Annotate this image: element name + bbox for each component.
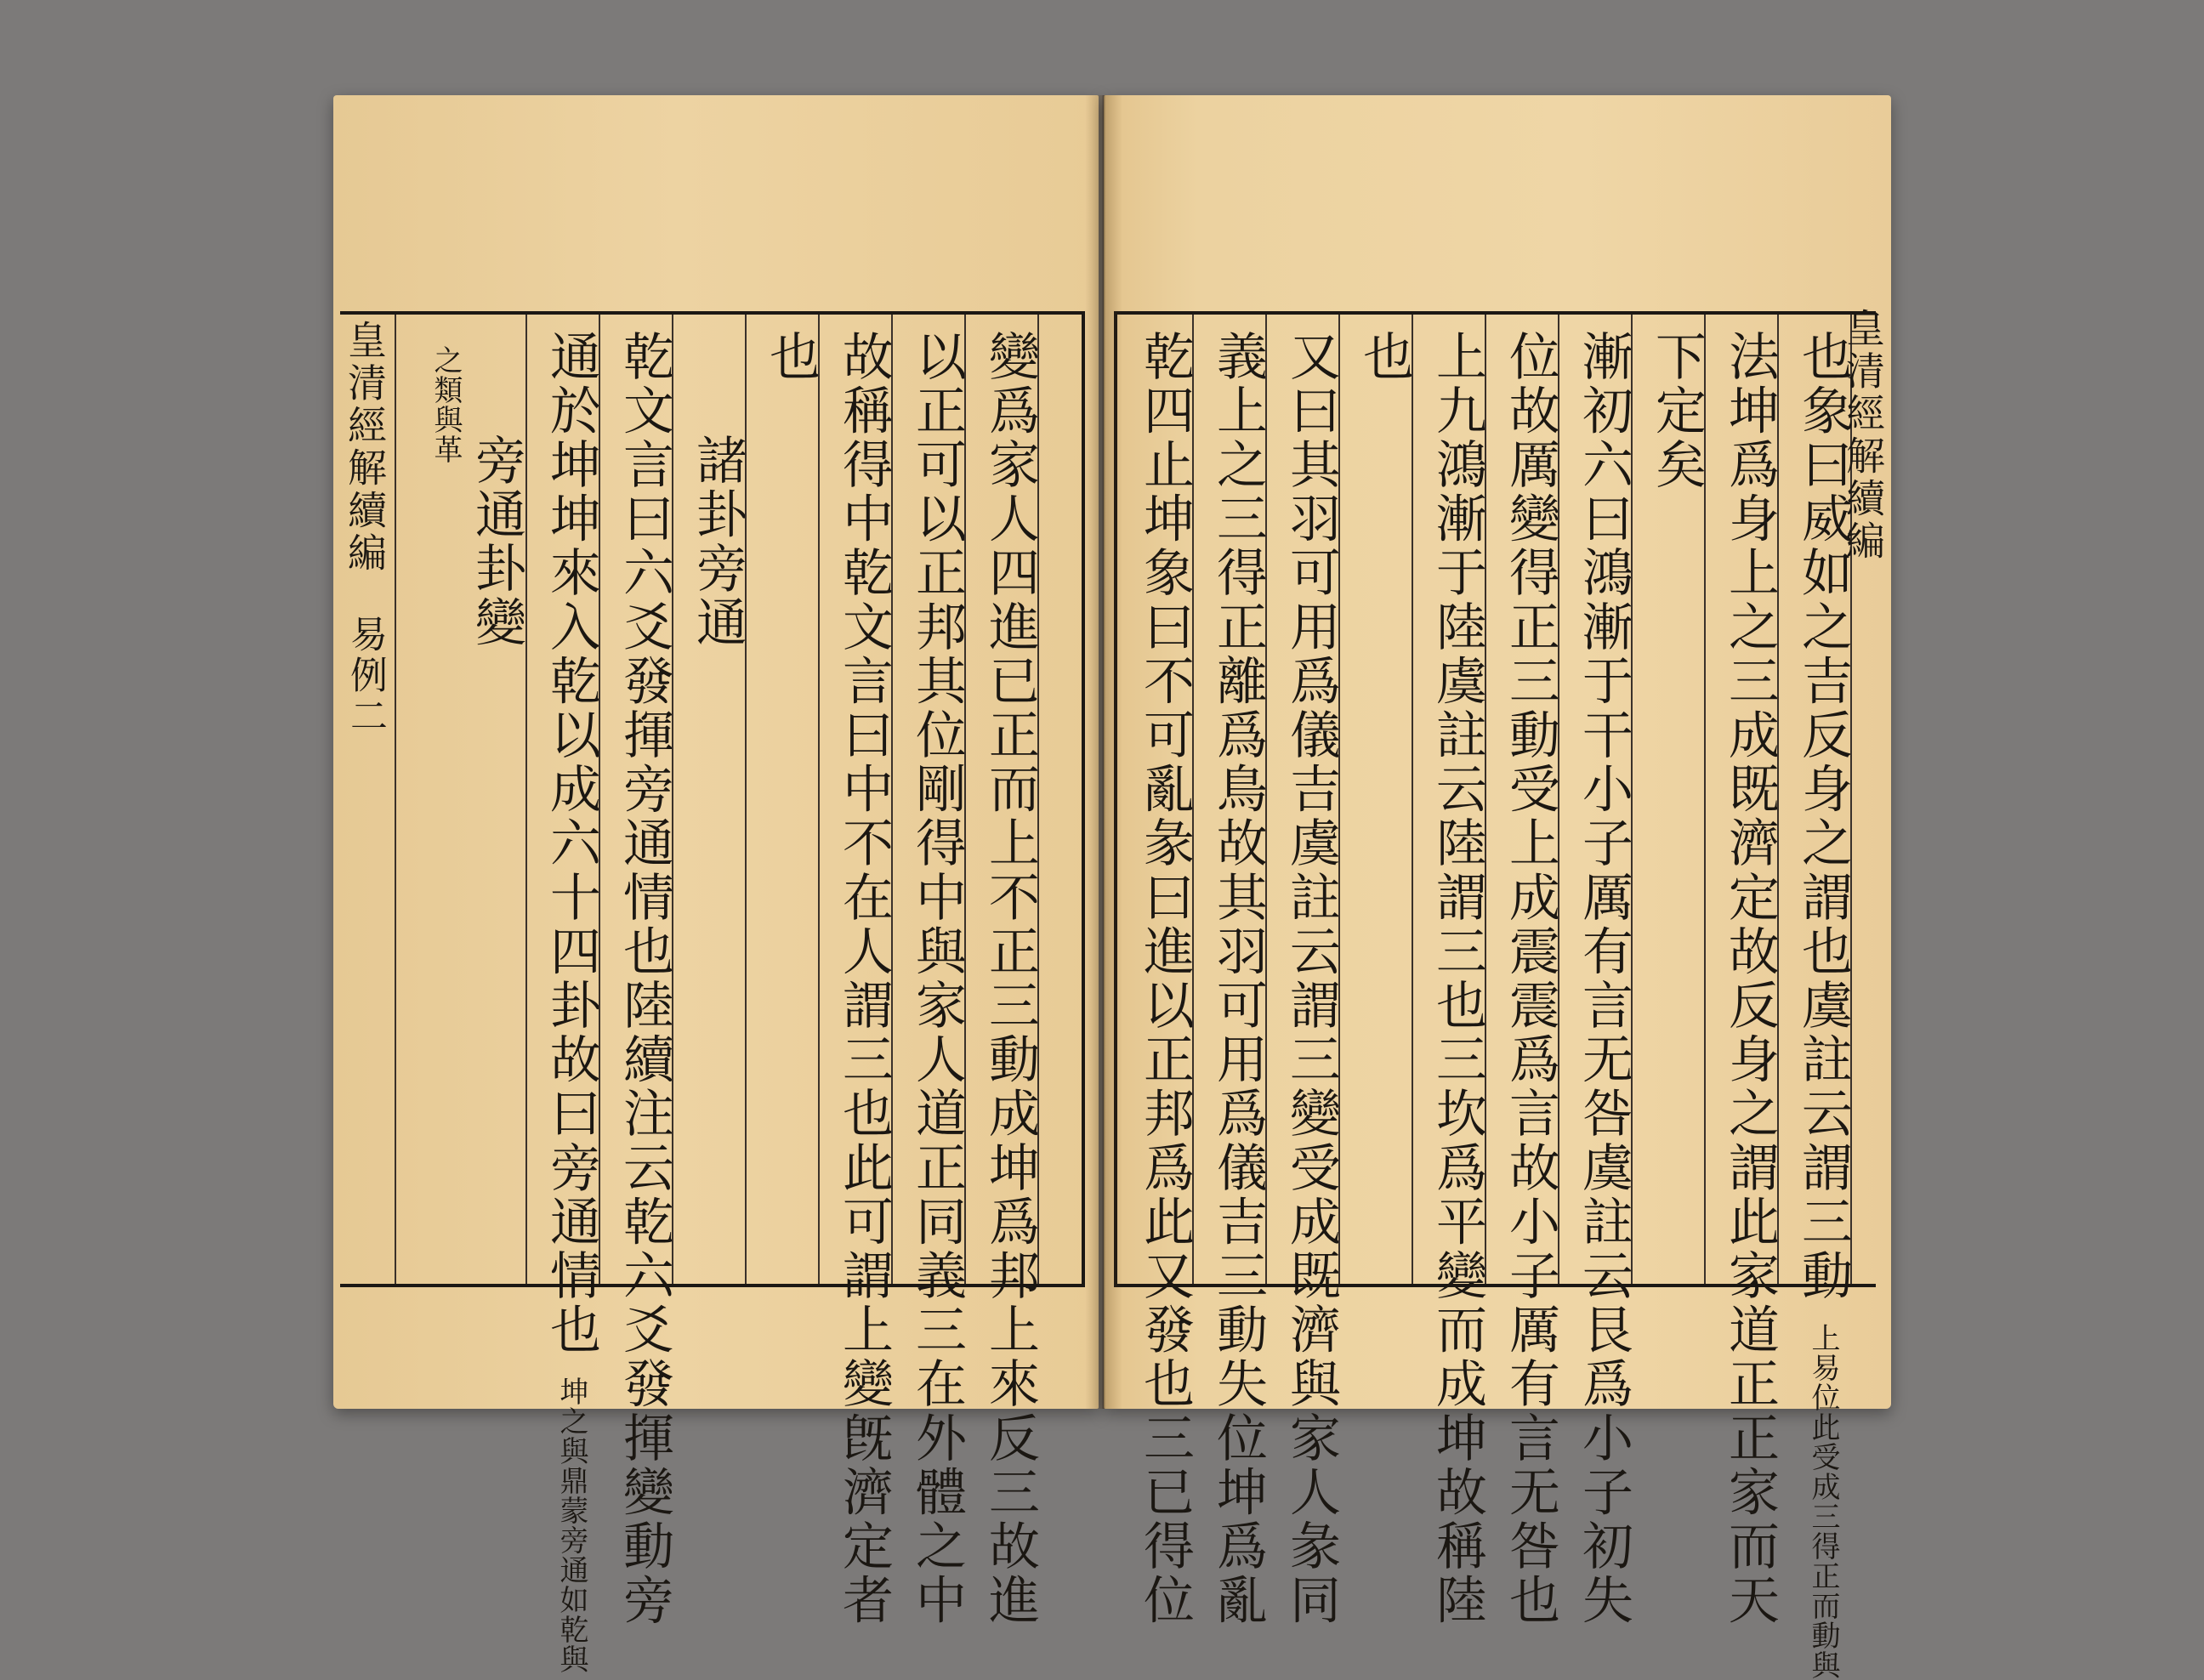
left-header-section: 易例二 [344, 614, 387, 737]
column-rule [1192, 315, 1194, 1284]
note-line: 旁通如乾與 [554, 1525, 588, 1675]
note-line: 與革 [429, 405, 463, 464]
column-rule [672, 315, 673, 1284]
text-column: 漸初六曰鴻漸于干小子厲有言无咎虞註云艮爲小子初失 [1574, 330, 1633, 1628]
left-page-frame [340, 311, 1085, 1675]
text-run: 通於坤坤來入乾以成六十四卦故曰旁通情也 [542, 330, 601, 1358]
note-line: 三得正而動與 [1806, 1501, 1840, 1680]
text-column: 旁通卦變 [467, 434, 526, 650]
note-line: 坤之與鼎蒙 [554, 1376, 588, 1526]
left-center-header [344, 315, 393, 1284]
column-rule [1485, 315, 1486, 1284]
column-rule [818, 315, 820, 1284]
right-center-header [1840, 223, 1891, 1286]
text-column: 故稱得中乾文言曰中不在人謂三也此可謂上變旣濟定者 [834, 330, 894, 1628]
column-rule [1338, 315, 1340, 1284]
text-column: 法坤爲身上之三成既濟定故反身之謂此家道正正家而天 [1720, 330, 1780, 1628]
text-column: 又曰其羽可用爲儀吉虞註云謂三變受成既濟與家人彖同 [1281, 330, 1341, 1628]
book-gutter [1085, 95, 1122, 1409]
column-rule [1265, 315, 1267, 1284]
right-header-title: 皇清經解續編 [1840, 308, 1886, 563]
text-column: 乾四止坤象曰不可亂彖曰進以正邦爲此又發也三已得位 [1135, 330, 1195, 1628]
note-line: 之類 [429, 345, 463, 405]
column-rule [1037, 315, 1039, 1284]
note-column-b [401, 315, 461, 1284]
text-column: 位故厲變得正三動受上成震震爲言故小子厲有言无咎也 [1501, 330, 1560, 1628]
note-line: 上易位此受成 [1806, 1322, 1840, 1501]
text-column: 乾文言曰六爻發揮旁通情也陸續注云乾六爻發揮變動旁 [615, 330, 674, 1628]
column-rule [1412, 315, 1413, 1284]
column-rule [1777, 315, 1779, 1284]
column-rule [745, 315, 747, 1284]
text-column: 下定矣 [1647, 330, 1707, 492]
text-run: 也象曰威如之吉反身之謂也虞註云謂三動 [1793, 330, 1853, 1303]
column-rule [891, 315, 893, 1284]
text-column: 也 [1355, 330, 1414, 384]
inline-note [1807, 1323, 1838, 1680]
column-rule [1704, 315, 1706, 1284]
text-column: 變爲家人四進已正而上不正三動成坤爲邦上來反三故進 [980, 330, 1040, 1628]
column-rule [964, 315, 966, 1284]
text-column: 以正可以正邦其位剛得中與家人道正同義三在外體之中 [907, 330, 967, 1628]
text-column: 諸卦旁通 [688, 434, 747, 650]
column-rule [525, 315, 527, 1284]
inline-note [555, 1376, 587, 1674]
open-book [333, 95, 1891, 1680]
column-rule [1558, 315, 1559, 1284]
right-page-frame [1114, 311, 1876, 1680]
text-column: 義上之三得正離爲鳥故其羽可用爲儀吉三動失位坤爲亂 [1208, 330, 1268, 1628]
text-column: 上九鴻漸于陸虞註云陸謂三也三坎爲平變而成坤故稱陸 [1428, 330, 1487, 1628]
text-column [529, 315, 601, 1675]
right-page [1104, 95, 1891, 1680]
column-rule [395, 315, 396, 1284]
column-rule [599, 315, 600, 1284]
left-header-title: 皇清經解續編 [342, 320, 388, 575]
column-rule [1631, 315, 1633, 1284]
left-page [333, 95, 1099, 1675]
text-column: 也 [761, 330, 821, 384]
